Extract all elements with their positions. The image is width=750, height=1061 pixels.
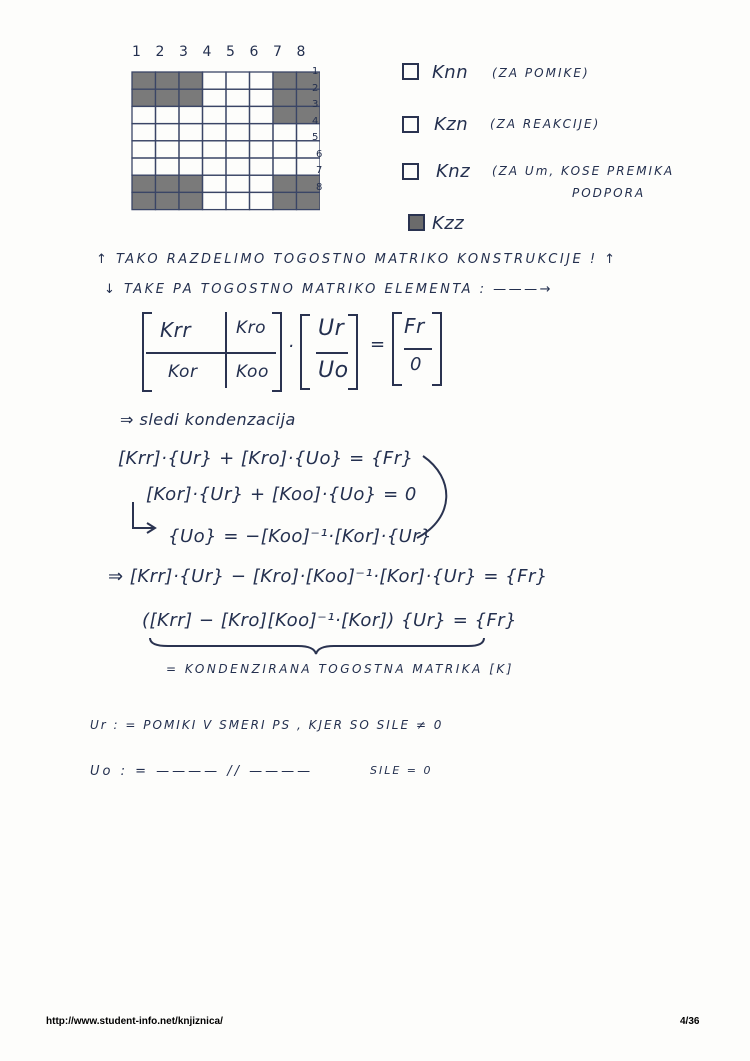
grid-cell: [250, 141, 274, 158]
grid-cell: [250, 106, 274, 123]
matrix-koo: Koo: [236, 362, 269, 382]
partitioned-stiffness-grid: [128, 70, 320, 212]
grid-cell-filled: [132, 175, 156, 192]
legend-knz: Knz: [436, 161, 471, 182]
matrix-equals: =: [370, 334, 386, 355]
legend-box-kzn: [402, 116, 419, 133]
equation-1: [Krr]·{Ur} + [Kro]·{Uo} = {Fr}: [118, 448, 414, 469]
grid-column-number: 8: [296, 44, 306, 60]
matrix-kro: Kro: [236, 318, 267, 338]
legend-kzn-note: (ZA REAKCIJE): [490, 117, 601, 131]
matrix-fr: Fr: [404, 314, 425, 338]
grid-row-number: 5: [312, 132, 319, 143]
sledi-kondenzacija: ⇒ sledi kondenzacija: [120, 410, 296, 429]
grid-cell: [156, 158, 180, 175]
grid-cell: [250, 89, 274, 106]
underbrace: [148, 636, 488, 656]
grid-cell-filled: [179, 175, 203, 192]
grid-cell: [203, 106, 227, 123]
grid-cell: [179, 158, 203, 175]
grid-cell: [226, 124, 250, 141]
grid-cell: [179, 124, 203, 141]
grid-column-number: 5: [226, 44, 236, 60]
uo-definition: Uo : = ———— // ————: [90, 764, 314, 779]
matrix-zero: 0: [410, 354, 422, 375]
legend-knn: Knn: [432, 62, 469, 83]
grid-cell-filled: [156, 175, 180, 192]
grid-cell-filled: [132, 192, 156, 209]
grid-cell-filled: [273, 89, 297, 106]
grid-cell: [226, 89, 250, 106]
grid-cell-filled: [179, 89, 203, 106]
grid-cell: [179, 106, 203, 123]
grid-cell: [226, 175, 250, 192]
matrix-uo: Uo: [318, 358, 349, 383]
grid-cell-filled: [179, 72, 203, 89]
equation-5: ([Krr] − [Kro][Koo]⁻¹·[Kor]) {Ur} = {Fr}: [142, 610, 518, 631]
ur-definition: Ur : = POMIKI V SMERI PS , KJER SO SILE ≠ 0: [90, 718, 444, 732]
equation-6: = KONDENZIRANA TOGOSTNA MATRIKA [K]: [166, 662, 514, 676]
grid-row-number: 3: [312, 99, 319, 110]
matrix-kor: Kor: [168, 362, 198, 382]
grid-cell: [156, 106, 180, 123]
matrix-dot: ·: [288, 336, 295, 357]
grid-cell: [250, 124, 274, 141]
footer-page-number: 4/36: [680, 1016, 700, 1027]
grid-cell-filled: [273, 72, 297, 89]
substitution-arrow: [125, 448, 455, 548]
matrix-krr: Krr: [160, 318, 192, 342]
grid-cell-filled: [156, 72, 180, 89]
legend-kzz: Kzz: [432, 213, 465, 234]
grid-cell-filled: [156, 89, 180, 106]
grid-cell-filled: [297, 192, 321, 209]
grid-cell-filled: [273, 175, 297, 192]
grid-cell-filled: [273, 106, 297, 123]
grid-cell: [273, 124, 297, 141]
grid-row-number: 8: [316, 181, 323, 193]
grid-cell: [203, 175, 227, 192]
grid-cell: [203, 89, 227, 106]
grid-cell-filled: [156, 192, 180, 209]
grid-cell: [203, 158, 227, 175]
grid-cell-filled: [179, 192, 203, 209]
grid-cell: [132, 106, 156, 123]
grid-column-number: 7: [273, 44, 283, 60]
grid-cell: [132, 158, 156, 175]
grid-row-number: 4: [312, 115, 319, 127]
text-line-2: ↓ TAKE PA TOGOSTNO MATRIKO ELEMENTA : ———→: [104, 282, 554, 297]
footer-url[interactable]: http://www.student-info.net/knjiznica/: [46, 1016, 223, 1027]
grid-cell: [226, 158, 250, 175]
legend-knn-note: (ZA POMIKE): [492, 66, 590, 80]
grid-cell: [250, 158, 274, 175]
legend-box-knn: [402, 63, 419, 80]
grid-column-number: 4: [202, 44, 212, 60]
equation-2: [Kor]·{Ur} + [Koo]·{Uo} = 0: [146, 484, 417, 505]
grid-cell: [250, 192, 274, 209]
grid-cell: [179, 141, 203, 158]
legend-knz-note: (ZA Um, KOSE PREMIKA: [492, 164, 675, 178]
legend-box-kzz: [408, 214, 425, 231]
grid-cell: [226, 192, 250, 209]
legend-kzn: Kzn: [434, 114, 469, 135]
grid-cell-filled: [132, 72, 156, 89]
grid-cell: [132, 124, 156, 141]
grid-column-number: 1: [132, 44, 142, 60]
legend-box-knz: [402, 163, 419, 180]
grid-cell: [273, 158, 297, 175]
grid-cell: [156, 124, 180, 141]
grid-cell: [250, 175, 274, 192]
grid-cell: [203, 192, 227, 209]
grid-column-number: 3: [179, 44, 189, 60]
grid-row-number: 2: [312, 82, 319, 94]
grid-cell-filled: [273, 192, 297, 209]
text-line-1: ↑ TAKO RAZDELIMO TOGOSTNO MATRIKO KONSTRUKCIJE ! ↑: [96, 252, 618, 267]
equation-3: {Uo} = −[Koo]⁻¹·[Kor]·{Ur}: [168, 526, 433, 547]
grid-row-number: 6: [316, 148, 323, 160]
legend-knz-note-2: PODPORA: [572, 186, 646, 200]
grid-column-number: 6: [249, 44, 259, 60]
grid-cell: [203, 72, 227, 89]
equation-4: ⇒ [Krr]·{Ur} − [Kro]·[Koo]⁻¹·[Kor]·{Ur} = {Fr}: [108, 566, 548, 587]
grid-cell: [132, 141, 156, 158]
grid-cell: [250, 72, 274, 89]
grid-cell: [226, 72, 250, 89]
grid-cell: [203, 124, 227, 141]
matrix-ur: Ur: [318, 316, 345, 341]
grid-cell-filled: [132, 89, 156, 106]
grid-row-number: 1: [312, 66, 319, 77]
grid-cell: [156, 141, 180, 158]
grid-column-number: 2: [155, 44, 165, 60]
grid-cell: [226, 106, 250, 123]
grid-cell: [203, 141, 227, 158]
uo-definition-2: SILE = 0: [370, 764, 433, 777]
grid-row-number: 7: [316, 165, 323, 176]
grid-cell: [226, 141, 250, 158]
grid-cell: [273, 141, 297, 158]
